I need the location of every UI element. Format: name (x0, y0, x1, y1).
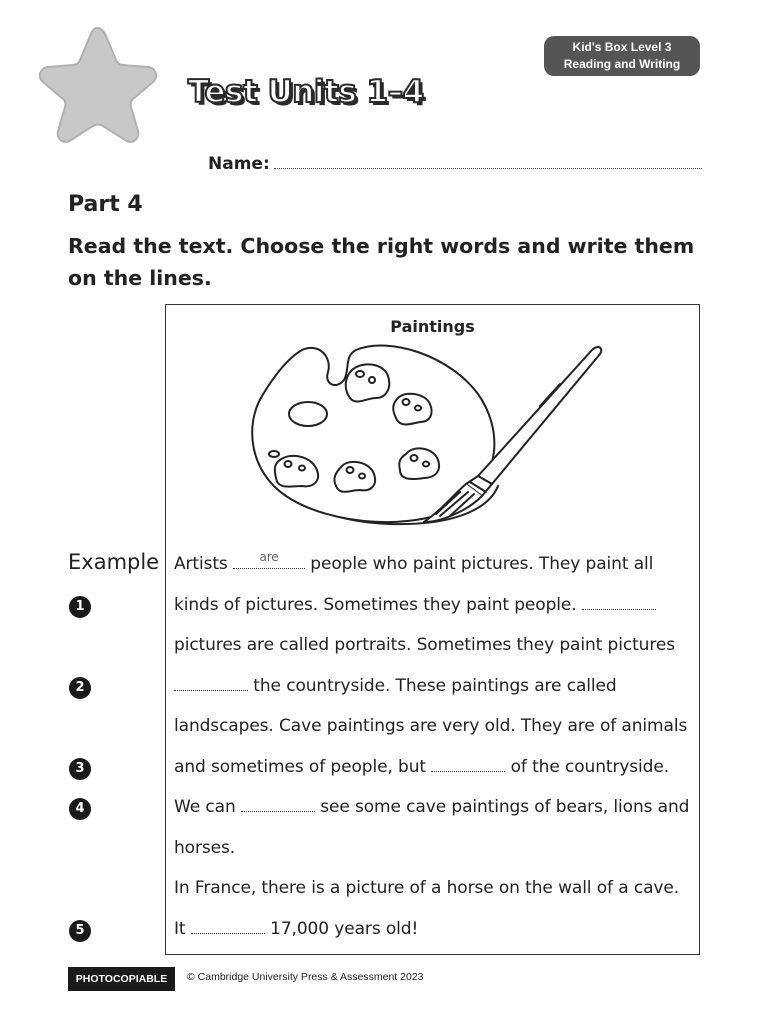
question-number-1: 1 (69, 596, 91, 618)
line-text: Artists (174, 554, 233, 574)
text-line-7: horses. (174, 838, 236, 858)
name-label: Name: (208, 154, 270, 174)
text-line-9 (174, 919, 418, 939)
answer-blank-1[interactable] (582, 595, 656, 610)
line-text: people who paint pictures. They paint all (305, 554, 654, 574)
text-line-6 (174, 797, 689, 817)
level-badge (544, 36, 700, 76)
line-text: and sometimes of people, but (174, 757, 432, 777)
example-blank (233, 550, 305, 569)
example-label: Example (68, 550, 160, 574)
answer-blank-4[interactable] (241, 797, 315, 812)
star-decoration (32, 22, 162, 144)
question-number-5: 5 (69, 920, 91, 942)
text-line-1 (174, 595, 656, 615)
text-line-4: landscapes. Cave paintings are very old. They are of animals (174, 716, 688, 736)
answer-blank-2[interactable] (174, 676, 248, 691)
text-line-2: pictures are called portraits. Sometimes they paint pictures (174, 635, 675, 655)
example-answer: are (259, 550, 279, 564)
badge-line-2: Reading and Writing (563, 57, 681, 71)
text-line-3 (174, 676, 617, 696)
text-line-8: In France, there is a picture of a horse on the wall of a cave. (174, 878, 680, 898)
palette-brush-illustration (240, 336, 610, 536)
page-title: Test Units 1–4 (188, 74, 424, 110)
line-text: the countryside. These paintings are called (248, 676, 617, 696)
photocopiable-badge: PHOTOCOPIABLE (68, 967, 175, 991)
text-line-5 (174, 757, 669, 777)
line-text: We can (174, 797, 241, 817)
name-row (208, 150, 702, 174)
line-text: kinds of pictures. Sometimes they paint people. (174, 595, 582, 615)
badge-line-1: Kid's Box Level 3 (572, 40, 672, 54)
answer-blank-5[interactable] (191, 919, 265, 934)
part-heading: Part 4 (68, 192, 143, 217)
line-text: of the countryside. (505, 757, 670, 777)
text-line-example (174, 550, 654, 574)
question-number-4: 4 (69, 798, 91, 820)
question-number-3: 3 (69, 758, 91, 780)
instruction-text: Read the text. Choose the right words and write them on the lines. (68, 234, 695, 290)
answer-blank-3[interactable] (431, 757, 505, 772)
name-field[interactable] (274, 168, 702, 169)
text-title: Paintings (390, 317, 475, 336)
line-text: 17,000 years old! (264, 919, 419, 939)
line-text: It (174, 919, 191, 939)
line-text: see some cave paintings of bears, lions and (314, 797, 690, 817)
question-number-2: 2 (69, 677, 91, 699)
copyright-text: © Cambridge University Press & Assessment 2023 (187, 971, 424, 983)
